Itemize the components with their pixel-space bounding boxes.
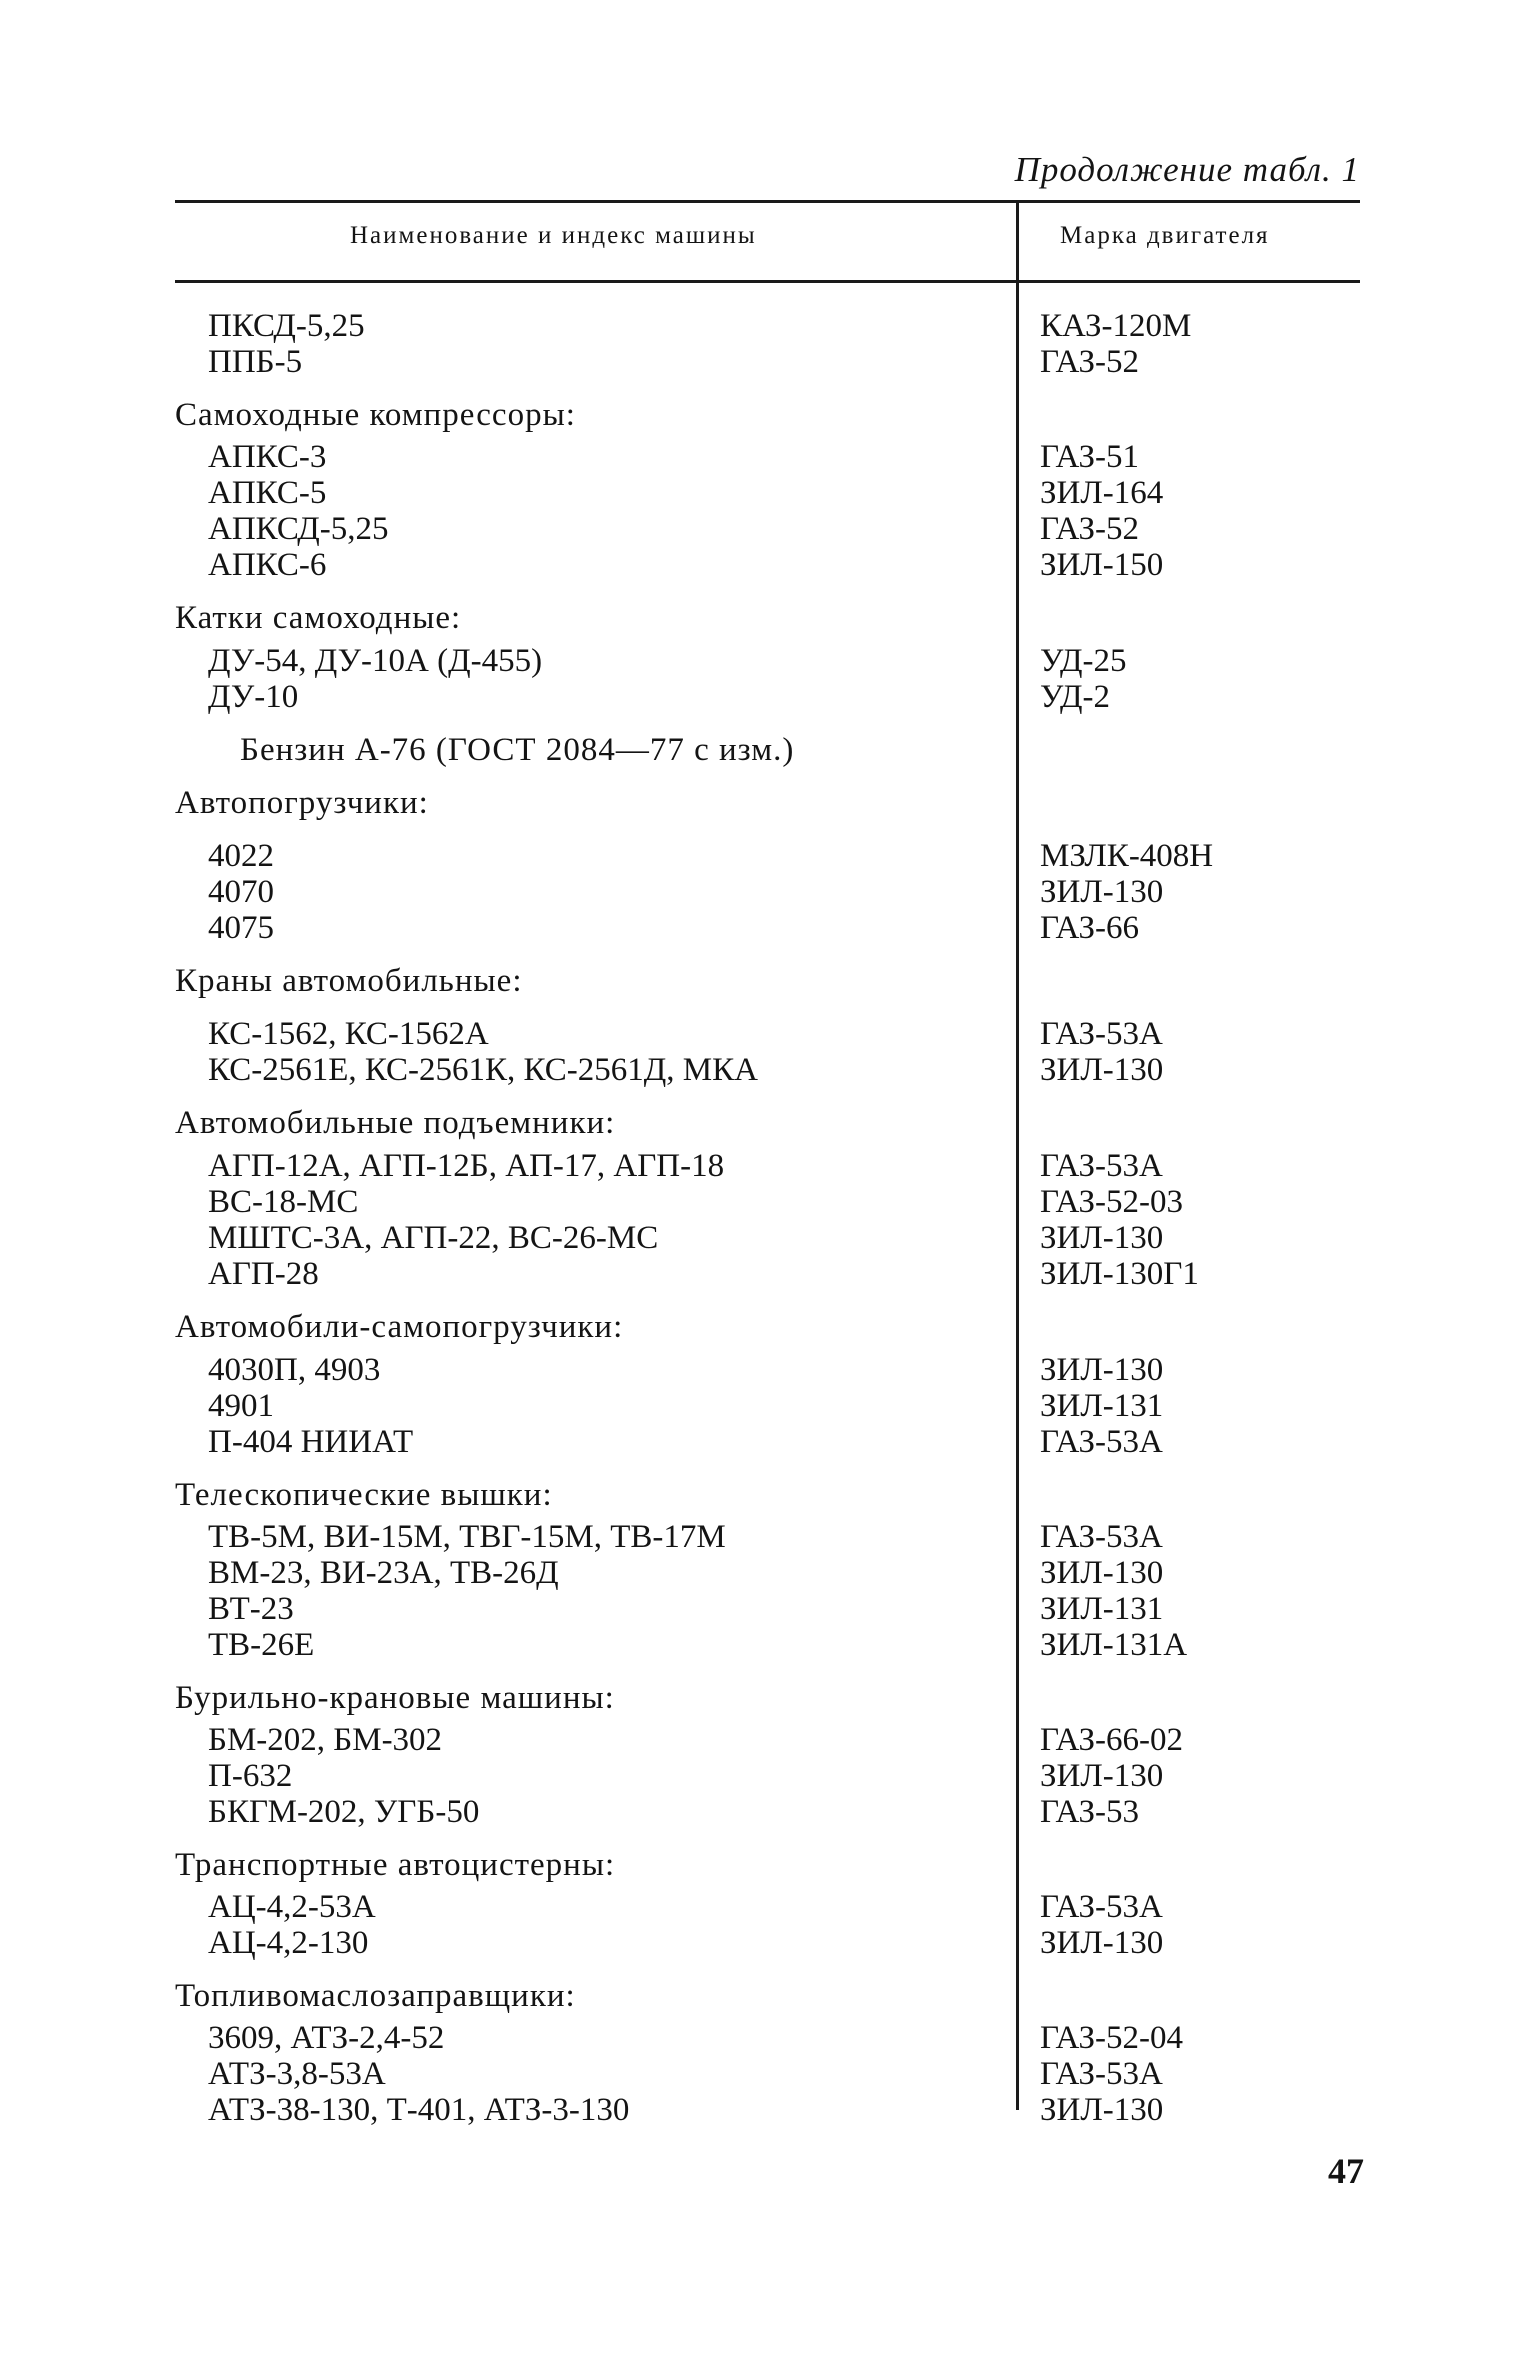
table-row — [0, 1424, 1536, 1460]
engine-model: ЗИЛ-130 — [1040, 2092, 1164, 2128]
table-row — [0, 679, 1536, 715]
machine-name: 4030П, 4903 — [208, 1352, 381, 1388]
machine-name: 3609, АТЗ-2,4-52 — [208, 2020, 445, 2056]
table-row — [0, 1794, 1536, 1830]
machine-name: 4022 — [208, 838, 274, 874]
machine-name: АТЗ-3,8-53А — [208, 2056, 386, 2092]
machine-name: ВТ-23 — [208, 1591, 294, 1627]
table-row — [0, 1591, 1536, 1627]
group-heading: Краны автомобильные: — [175, 963, 523, 999]
table-row — [0, 1148, 1536, 1184]
machine-name: КС-2561Е, КС-2561К, КС-2561Д, МКА — [208, 1052, 758, 1088]
column-header-machine: Наименование и индекс машины — [350, 222, 757, 249]
table-row — [0, 838, 1536, 874]
engine-model: ГАЗ-53А — [1040, 1519, 1163, 1555]
table-continuation-caption: Продолжение табл. 1 — [1014, 150, 1360, 189]
engine-model: ЗИЛ-130 — [1040, 1555, 1164, 1591]
table-row — [0, 1758, 1536, 1794]
group-heading-row — [0, 1978, 1536, 2014]
table-row — [0, 344, 1536, 380]
engine-model: ГАЗ-52 — [1040, 511, 1140, 547]
table-row — [0, 1555, 1536, 1591]
table-row — [0, 1925, 1536, 1961]
group-heading: Автомобильные подъемники: — [175, 1105, 616, 1141]
machine-name: ВМ-23, ВИ-23А, ТВ-26Д — [208, 1555, 559, 1591]
machine-name: 4070 — [208, 874, 274, 910]
table-row — [0, 475, 1536, 511]
group-heading-row — [0, 1477, 1536, 1513]
engine-model: ГАЗ-52 — [1040, 344, 1140, 380]
engine-model: ГАЗ-53А — [1040, 2056, 1163, 2092]
table-row — [0, 308, 1536, 344]
page-number: 47 — [1328, 2151, 1364, 2191]
table-row — [0, 1889, 1536, 1925]
group-heading-row — [0, 1105, 1536, 1141]
group-heading: Транспортные автоцистерны: — [175, 1847, 616, 1883]
group-heading-row — [0, 785, 1536, 821]
machine-name: 4075 — [208, 910, 274, 946]
machine-name: ТВ-26Е — [208, 1627, 315, 1663]
machine-name: П-404 НИИАТ — [208, 1424, 414, 1460]
table-row — [0, 2020, 1536, 2056]
table-row — [0, 643, 1536, 679]
machine-name: БКГМ-202, УГБ-50 — [208, 1794, 480, 1830]
engine-model: ЗИЛ-164 — [1040, 475, 1164, 511]
engine-model: ГАЗ-53А — [1040, 1016, 1163, 1052]
engine-model: ЗИЛ-131 — [1040, 1591, 1164, 1627]
table-row — [0, 1627, 1536, 1663]
engine-model: ГАЗ-51 — [1040, 439, 1140, 475]
engine-model: ГАЗ-66-02 — [1040, 1722, 1184, 1758]
engine-model: ЗИЛ-130 — [1040, 1758, 1164, 1794]
engine-model: КАЗ-120М — [1040, 308, 1192, 344]
engine-model: ЗИЛ-130Г1 — [1040, 1256, 1199, 1292]
engine-model: ЗИЛ-130 — [1040, 1925, 1164, 1961]
group-heading-row — [0, 1309, 1536, 1345]
engine-model: ГАЗ-52-03 — [1040, 1184, 1184, 1220]
group-heading: Самоходные компрессоры: — [175, 397, 576, 433]
machine-name: АПКС-6 — [208, 547, 327, 583]
machine-name: П-632 — [208, 1758, 293, 1794]
table-row — [0, 1388, 1536, 1424]
table-row — [0, 1016, 1536, 1052]
table-row — [0, 1352, 1536, 1388]
group-heading: Катки самоходные: — [175, 600, 462, 636]
machine-name: ТВ-5М, ВИ-15М, ТВГ-15М, ТВ-17М — [208, 1519, 726, 1555]
machine-name: ДУ-54, ДУ-10А (Д-455) — [208, 643, 543, 679]
column-header-engine: Марка двигателя — [1060, 222, 1270, 249]
group-heading: Автопогрузчики: — [175, 785, 429, 821]
engine-model: ГАЗ-66 — [1040, 910, 1140, 946]
engine-model: МЗЛК-408Н — [1040, 838, 1214, 874]
machine-name: БМ-202, БМ-302 — [208, 1722, 443, 1758]
table-row — [0, 910, 1536, 946]
group-heading: Автомобили-самопогрузчики: — [175, 1309, 624, 1345]
table-row — [0, 1184, 1536, 1220]
machine-name: ПКСД-5,25 — [208, 308, 365, 344]
table-row — [0, 2092, 1536, 2128]
group-heading-row — [0, 600, 1536, 636]
fuel-note-row — [0, 732, 1536, 768]
table-row — [0, 1220, 1536, 1256]
machine-name: ВС-18-МС — [208, 1184, 359, 1220]
machine-name: АТЗ-38-130, Т-401, АТЗ-3-130 — [208, 2092, 630, 2128]
engine-model: ГАЗ-53 — [1040, 1794, 1140, 1830]
machine-name: АЦ-4,2-130 — [208, 1925, 369, 1961]
group-heading: Бурильно-крановые машины: — [175, 1680, 615, 1716]
engine-model: УД-25 — [1040, 643, 1127, 679]
group-heading-row — [0, 397, 1536, 433]
machine-name: АПКСД-5,25 — [208, 511, 389, 547]
engine-model: ГАЗ-53А — [1040, 1889, 1163, 1925]
machine-name: ДУ-10 — [208, 679, 299, 715]
machine-name: МШТС-3А, АГП-22, ВС-26-МС — [208, 1220, 659, 1256]
machine-name: АПКС-5 — [208, 475, 327, 511]
table-row — [0, 547, 1536, 583]
machine-name: АЦ-4,2-53А — [208, 1889, 376, 1925]
engine-model: ГАЗ-53А — [1040, 1424, 1163, 1460]
table-row — [0, 511, 1536, 547]
table-row — [0, 2056, 1536, 2092]
group-heading: Топливомаслозаправщики: — [175, 1978, 576, 2014]
engine-model: ЗИЛ-131А — [1040, 1627, 1188, 1663]
engine-model: ЗИЛ-130 — [1040, 874, 1164, 910]
table-row — [0, 1256, 1536, 1292]
group-heading-row — [0, 1680, 1536, 1716]
machine-name: ППБ-5 — [208, 344, 303, 380]
engine-model: ЗИЛ-131 — [1040, 1388, 1164, 1424]
group-heading-row — [0, 1847, 1536, 1883]
group-heading: Телескопические вышки: — [175, 1477, 553, 1513]
machine-name: АПКС-3 — [208, 439, 327, 475]
engine-model: ЗИЛ-150 — [1040, 547, 1164, 583]
table-row — [0, 1722, 1536, 1758]
engine-model: ГАЗ-53А — [1040, 1148, 1163, 1184]
table-row — [0, 1052, 1536, 1088]
group-heading-row — [0, 963, 1536, 999]
engine-model: УД-2 — [1040, 679, 1111, 715]
engine-model: ЗИЛ-130 — [1040, 1052, 1164, 1088]
engine-model: ЗИЛ-130 — [1040, 1220, 1164, 1256]
machine-name: КС-1562, КС-1562А — [208, 1016, 489, 1052]
fuel-note: Бензин А-76 (ГОСТ 2084—77 с изм.) — [240, 732, 795, 768]
engine-model: ГАЗ-52-04 — [1040, 2020, 1184, 2056]
table-row — [0, 874, 1536, 910]
machine-name: АГП-28 — [208, 1256, 319, 1292]
table-row — [0, 439, 1536, 475]
machine-name: АГП-12А, АГП-12Б, АП-17, АГП-18 — [208, 1148, 725, 1184]
machine-name: 4901 — [208, 1388, 274, 1424]
table-row — [0, 1519, 1536, 1555]
engine-model: ЗИЛ-130 — [1040, 1352, 1164, 1388]
